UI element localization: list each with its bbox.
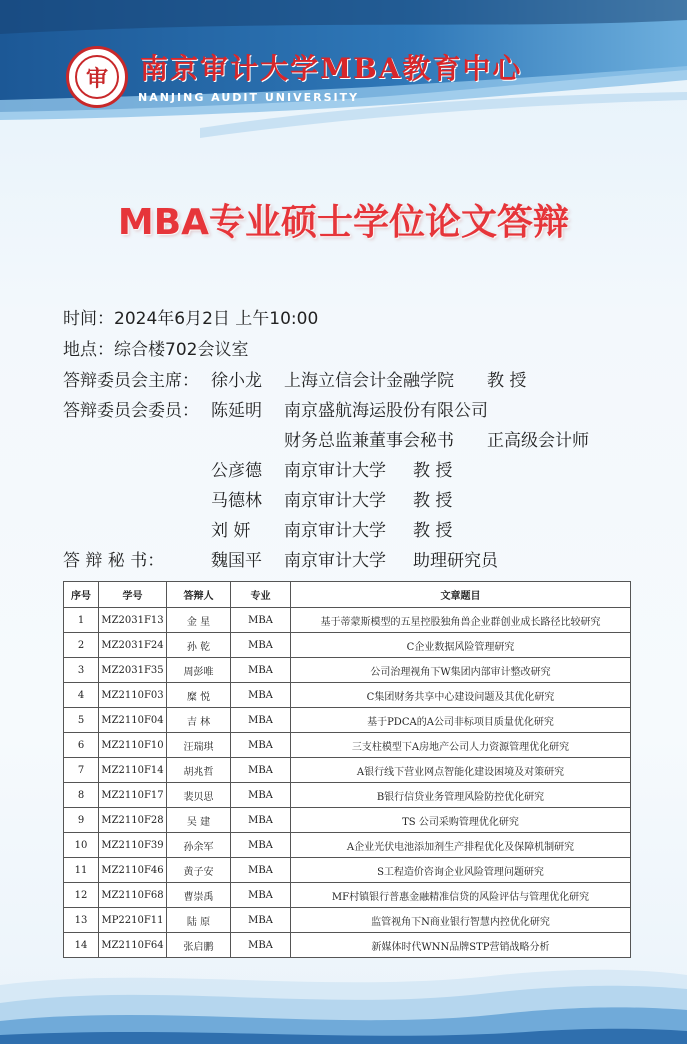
cell-defender: 汪瑞琪: [167, 733, 231, 758]
cell-defender: 孙 乾: [167, 633, 231, 658]
place-line: 地点：综合楼702会议室: [63, 340, 249, 360]
cell-student-id: MZ2110F04: [99, 708, 167, 733]
table-row: [64, 608, 631, 633]
member-title: 教 授: [413, 521, 453, 541]
cell-student-id: MZ2110F68: [99, 883, 167, 908]
cell-major: MBA: [231, 908, 291, 933]
cell-major: MBA: [231, 708, 291, 733]
logo-emblem: 审: [75, 55, 119, 99]
header-banner: [0, 0, 687, 150]
cell-defender: 孙余军: [167, 833, 231, 858]
chair-title: 教 授: [487, 371, 527, 391]
table-row: [64, 733, 631, 758]
cell-thesis-title: 三支柱模型下A房地产公司人力资源管理优化研究: [291, 733, 631, 758]
member-name: 陈延明: [211, 401, 262, 421]
table-row: [64, 758, 631, 783]
cell-thesis-title: B银行信贷业务管理风险防控优化研究: [291, 783, 631, 808]
cell-thesis-title: A企业光伏电池添加剂生产排程优化及保障机制研究: [291, 833, 631, 858]
cell-no: 5: [64, 708, 99, 733]
cell-student-id: MZ2110F14: [99, 758, 167, 783]
secretary-title: 助理研究员: [413, 551, 498, 571]
member-affiliation: 南京审计大学: [284, 461, 386, 481]
cell-thesis-title: TS 公司采购管理优化研究: [291, 808, 631, 833]
cell-thesis-title: 公司治理视角下W集团内部审计整改研究: [291, 658, 631, 683]
time-line: 时间：2024年6月2日 上午10:00: [63, 309, 319, 329]
cell-major: MBA: [231, 758, 291, 783]
cell-student-id: MZ2110F03: [99, 683, 167, 708]
cell-thesis-title: MF村镇银行普惠金融精准信贷的风险评估与管理优化研究: [291, 883, 631, 908]
header-no: 序号: [64, 582, 99, 608]
member-affiliation: 南京盛航海运股份有限公司: [284, 401, 488, 421]
cell-no: 11: [64, 858, 99, 883]
secretary-label: 答 辩 秘 书：: [63, 551, 165, 571]
footer-wave-graphic: [0, 955, 687, 1044]
chair-affiliation: 上海立信会计金融学院: [284, 371, 454, 391]
cell-defender: 吉 林: [167, 708, 231, 733]
cell-defender: 陆 原: [167, 908, 231, 933]
member-affiliation: 财务总监兼董事会秘书: [284, 431, 454, 451]
table-row: [64, 683, 631, 708]
table-row: [64, 808, 631, 833]
cell-major: MBA: [231, 658, 291, 683]
cell-student-id: MZ2031F24: [99, 633, 167, 658]
header-defender: 答辩人: [167, 582, 231, 608]
cell-student-id: MZ2110F17: [99, 783, 167, 808]
table-row: [64, 833, 631, 858]
secretary-name: 魏国平: [211, 551, 262, 571]
cell-student-id: MZ2031F13: [99, 608, 167, 633]
cell-student-id: MP2210F11: [99, 908, 167, 933]
cell-major: MBA: [231, 833, 291, 858]
cell-major: MBA: [231, 633, 291, 658]
table-row: [64, 658, 631, 683]
defense-schedule-table: [63, 581, 631, 958]
cell-student-id: MZ2110F64: [99, 933, 167, 958]
cell-no: 4: [64, 683, 99, 708]
members-label: 答辩委员会委员：: [63, 401, 199, 421]
university-logo: [66, 46, 128, 108]
table-row: [64, 783, 631, 808]
member-name: 刘 妍: [211, 521, 251, 541]
cell-thesis-title: C集团财务共享中心建设问题及其优化研究: [291, 683, 631, 708]
cell-no: 14: [64, 933, 99, 958]
cell-no: 7: [64, 758, 99, 783]
member-affiliation: 南京审计大学: [284, 521, 386, 541]
cell-thesis-title: 基于蒂蒙斯模型的五星控股独角兽企业群创业成长路径比较研究: [291, 608, 631, 633]
brand-english-name: NANJING AUDIT UNIVERSITY: [138, 91, 360, 104]
header-major: 专业: [231, 582, 291, 608]
cell-student-id: MZ2031F35: [99, 658, 167, 683]
cell-student-id: MZ2110F10: [99, 733, 167, 758]
cell-student-id: MZ2110F46: [99, 858, 167, 883]
cell-defender: 糜 悦: [167, 683, 231, 708]
cell-defender: 曹崇禹: [167, 883, 231, 908]
cell-student-id: MZ2110F28: [99, 808, 167, 833]
cell-thesis-title: A银行线下营业网点智能化建设困境及对策研究: [291, 758, 631, 783]
footer-waves: [0, 955, 687, 1044]
cell-thesis-title: 新媒体时代WNN品牌STP营销战略分析: [291, 933, 631, 958]
cell-no: 13: [64, 908, 99, 933]
cell-defender: 吴 建: [167, 808, 231, 833]
header-student-id: 学号: [99, 582, 167, 608]
cell-no: 3: [64, 658, 99, 683]
member-title: 正高级会计师: [487, 431, 589, 451]
table-row: [64, 708, 631, 733]
cell-no: 6: [64, 733, 99, 758]
cell-no: 10: [64, 833, 99, 858]
header-thesis-title: 文章题目: [291, 582, 631, 608]
secretary-affiliation: 南京审计大学: [284, 551, 386, 571]
cell-major: MBA: [231, 683, 291, 708]
cell-defender: 黄子安: [167, 858, 231, 883]
table-row: [64, 933, 631, 958]
cell-thesis-title: C企业数据风险管理研究: [291, 633, 631, 658]
cell-defender: 张启鹏: [167, 933, 231, 958]
cell-no: 12: [64, 883, 99, 908]
cell-defender: 裴贝思: [167, 783, 231, 808]
cell-thesis-title: 基于PDCA的A公司非标项目质量优化研究: [291, 708, 631, 733]
chair-name: 徐小龙: [211, 371, 262, 391]
cell-major: MBA: [231, 783, 291, 808]
cell-no: 8: [64, 783, 99, 808]
cell-no: 1: [64, 608, 99, 633]
cell-defender: 金 星: [167, 608, 231, 633]
member-title: 教 授: [413, 491, 453, 511]
cell-thesis-title: 监管视角下N商业银行智慧内控优化研究: [291, 908, 631, 933]
table-row: [64, 883, 631, 908]
cell-no: 2: [64, 633, 99, 658]
cell-major: MBA: [231, 883, 291, 908]
cell-major: MBA: [231, 808, 291, 833]
chair-label: 答辩委员会主席：: [63, 371, 199, 391]
table-row: [64, 633, 631, 658]
cell-major: MBA: [231, 608, 291, 633]
cell-major: MBA: [231, 858, 291, 883]
cell-defender: 胡兆哲: [167, 758, 231, 783]
page-title: MBA专业硕士学位论文答辩: [117, 202, 570, 243]
cell-major: MBA: [231, 733, 291, 758]
cell-student-id: MZ2110F39: [99, 833, 167, 858]
table-row: [64, 908, 631, 933]
member-name: 公彦德: [211, 461, 262, 481]
cell-no: 9: [64, 808, 99, 833]
member-title: 教 授: [413, 461, 453, 481]
member-affiliation: 南京审计大学: [284, 491, 386, 511]
table-row: [64, 858, 631, 883]
cell-thesis-title: S工程造价咨询企业风险管理问题研究: [291, 858, 631, 883]
cell-major: MBA: [231, 933, 291, 958]
cell-defender: 周彭唯: [167, 658, 231, 683]
brand-name: 南京审计大学MBA教育中心: [140, 52, 523, 85]
table-header-row: [64, 582, 631, 608]
member-name: 马德林: [211, 491, 262, 511]
